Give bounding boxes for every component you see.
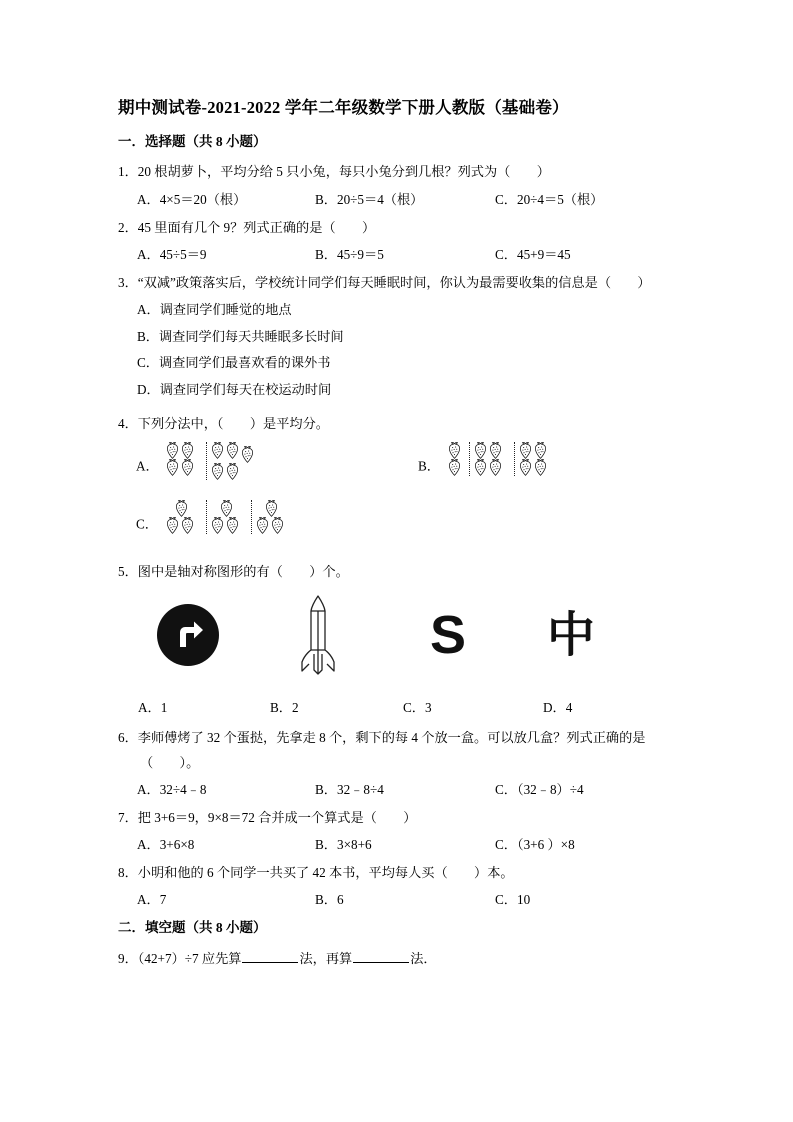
figure-option-b-label: B． [418, 458, 440, 474]
question-8-number: 8． [118, 864, 138, 880]
question-7-number: 7． [118, 809, 138, 825]
figure-letter-s [388, 589, 508, 681]
strawberry-icon [210, 517, 225, 534]
answer-blank-1[interactable] [242, 949, 298, 963]
figure-option-c-label: C． [136, 516, 158, 532]
strawberry-icon [165, 517, 180, 534]
section-heading-choice: 一．选择题（共 8 小题） [118, 134, 267, 150]
question-3-stem [118, 272, 683, 293]
figure-option-b[interactable] [418, 442, 638, 490]
option-c[interactable]: C．3 [403, 699, 432, 715]
question-7-options [118, 832, 683, 857]
strawberry-icon [533, 442, 548, 459]
question-3-number: 3． [118, 275, 138, 291]
rocket-icon [293, 592, 343, 678]
page-title: 期中测试卷-2021-2022 学年二年级数学下册人教版（基础卷） [118, 98, 569, 117]
question-4 [118, 413, 683, 556]
option-a[interactable]: A．4×5＝20（根） [137, 191, 247, 207]
strawberry-icon [518, 442, 533, 459]
strawberry-icon [165, 442, 180, 459]
strawberry-icon [488, 459, 503, 476]
question-6-stem-continued: （ ）。 [140, 755, 200, 771]
question-2-number: 2． [118, 219, 138, 235]
section-heading-fill-blank: 二．填空题（共 8 小题） [118, 920, 267, 936]
question-5-stem [118, 561, 683, 582]
question-4-stem [118, 413, 683, 434]
question-4-figure-options [118, 438, 683, 556]
question-1 [118, 161, 683, 211]
question-6-text: 李师傅烤了 32 个蛋挞，先拿走 8 个，剩下的每 4 个放一盒。可以放几盒？列式正确的是 [137, 729, 646, 745]
question-2 [118, 217, 683, 267]
option-c[interactable]: C．（32﹣8）÷4 [495, 781, 584, 797]
question-2-stem [118, 217, 683, 238]
option-c[interactable]: C．（3+6 ）×8 [495, 836, 575, 852]
strawberry-icon [473, 459, 488, 476]
option-c[interactable]: C．10 [495, 892, 531, 908]
question-5 [118, 561, 683, 720]
strawberry-icon [225, 463, 240, 480]
option-c[interactable]: C．45+9＝45 [495, 247, 571, 263]
figure-option-c[interactable] [136, 500, 356, 548]
turn-right-arrow-glyph [169, 616, 207, 654]
strawberry-icon [180, 459, 195, 476]
strawberry-groups-a [162, 442, 266, 480]
strawberry-icon [270, 517, 285, 534]
strawberry-icon [225, 442, 240, 459]
question-9-text-part-2: 法，再算 [299, 950, 353, 966]
question-8-stem [118, 862, 683, 883]
question-5-number: 5． [118, 564, 138, 580]
question-2-text: 45 里面有几个 9？列式正确的是（ ） [137, 219, 376, 235]
option-d[interactable]: D．调查同学们每天在校运动时间 [137, 381, 332, 397]
question-4-number: 4． [118, 416, 138, 432]
question-7-text: 把 3+6＝9，9×8＝72 合并成一个算式是（ ） [137, 809, 417, 825]
strawberry-icon [174, 500, 189, 517]
figure-rocket [258, 589, 378, 681]
question-1-stem [118, 161, 683, 182]
strawberry-icon [225, 517, 240, 534]
option-b[interactable]: B．32﹣8÷4 [315, 781, 384, 797]
question-9-stem [118, 948, 683, 969]
strawberry-icon [447, 442, 462, 459]
strawberry-icon [165, 459, 180, 476]
strawberry-icon [447, 459, 462, 476]
hanzi-zhong-glyph: 中 [546, 606, 595, 663]
question-9-text-part-1: （42+7）÷7 应先算 [137, 950, 242, 966]
question-9-number: 9． [118, 950, 138, 966]
strawberry-icon [210, 442, 225, 459]
question-9 [118, 948, 683, 969]
page-content [118, 96, 683, 974]
strawberry-icon [180, 517, 195, 534]
option-b[interactable]: B．20÷5＝4（根） [315, 191, 424, 207]
strawberry-group [514, 442, 559, 476]
strawberry-icon [264, 500, 279, 517]
question-3 [118, 272, 683, 403]
option-c[interactable]: C．调查同学们最喜欢看的课外书 [137, 355, 331, 371]
option-a[interactable]: A．32÷4﹣8 [137, 781, 207, 797]
option-a[interactable]: A．调查同学们睡觉的地点 [137, 302, 292, 318]
figure-option-a-label: A． [136, 458, 159, 474]
question-1-number: 1． [118, 164, 138, 180]
option-b[interactable]: B．45÷9＝5 [315, 247, 384, 263]
question-7 [118, 807, 683, 857]
question-8-text: 小明和他的 6 个同学一共买了 42 本书，平均每人买（ ）本。 [137, 864, 514, 880]
letter-s-glyph: S [429, 604, 467, 665]
option-d[interactable]: D．4 [543, 699, 573, 715]
option-b[interactable]: B．6 [315, 892, 344, 908]
option-b[interactable]: B．2 [270, 699, 299, 715]
strawberry-group [162, 442, 206, 476]
strawberry-group [469, 442, 514, 476]
strawberry-icon [219, 500, 234, 517]
question-1-text: 20 根胡萝卜，平均分给 5 只小兔，每只小兔分到几根？列式为（ ） [137, 164, 550, 180]
strawberry-icon [255, 517, 270, 534]
strawberry-groups-b [444, 442, 559, 476]
answer-blank-2[interactable] [353, 949, 409, 963]
strawberry-icon [473, 442, 488, 459]
question-9-text-part-3: 法． [410, 950, 437, 966]
option-b[interactable]: B．调查同学们每天共睡眠多长时间 [137, 328, 344, 344]
question-3-options [118, 297, 683, 403]
strawberry-icon [533, 459, 548, 476]
strawberry-groups-c [162, 500, 296, 534]
question-6-options [118, 777, 683, 802]
question-6 [118, 727, 683, 802]
strawberry-icon [240, 446, 255, 463]
strawberry-group [162, 500, 206, 534]
strawberry-icon [210, 463, 225, 480]
option-a[interactable]: A．7 [137, 892, 167, 908]
option-a[interactable]: A．3+6×8 [137, 836, 195, 852]
figure-hanzi-zhong [511, 589, 631, 681]
question-7-stem [118, 807, 683, 828]
strawberry-group [444, 442, 469, 476]
strawberry-icon [180, 442, 195, 459]
question-8-options [118, 887, 683, 912]
question-5-options [118, 697, 683, 721]
option-a[interactable]: A．1 [138, 699, 168, 715]
strawberry-icon [488, 442, 503, 459]
option-a[interactable]: A．45÷5＝9 [137, 247, 207, 263]
option-b[interactable]: B．3×8+6 [315, 836, 372, 852]
option-c[interactable]: C．20÷4＝5（根） [495, 191, 604, 207]
strawberry-icon [518, 459, 533, 476]
question-6-number: 6． [118, 729, 138, 745]
figure-turn-sign [128, 589, 248, 681]
question-5-figures [118, 589, 683, 697]
strawberry-group [206, 442, 266, 480]
question-2-options [118, 242, 683, 267]
strawberry-group [206, 500, 251, 534]
strawberry-group [251, 500, 296, 534]
question-1-options [118, 187, 683, 212]
figure-option-a[interactable] [136, 442, 336, 490]
question-5-text: 图中是轴对称图形的有（ ）个。 [137, 564, 349, 580]
question-4-text: 下列分法中，（ ）是平均分。 [137, 416, 329, 432]
turn-right-arrow-icon [157, 604, 219, 666]
question-6-stem [118, 727, 683, 748]
question-3-text: “双减”政策落实后，学校统计同学们每天睡眠时间，你认为最需要收集的信息是（ ） [137, 275, 651, 291]
question-8 [118, 862, 683, 912]
